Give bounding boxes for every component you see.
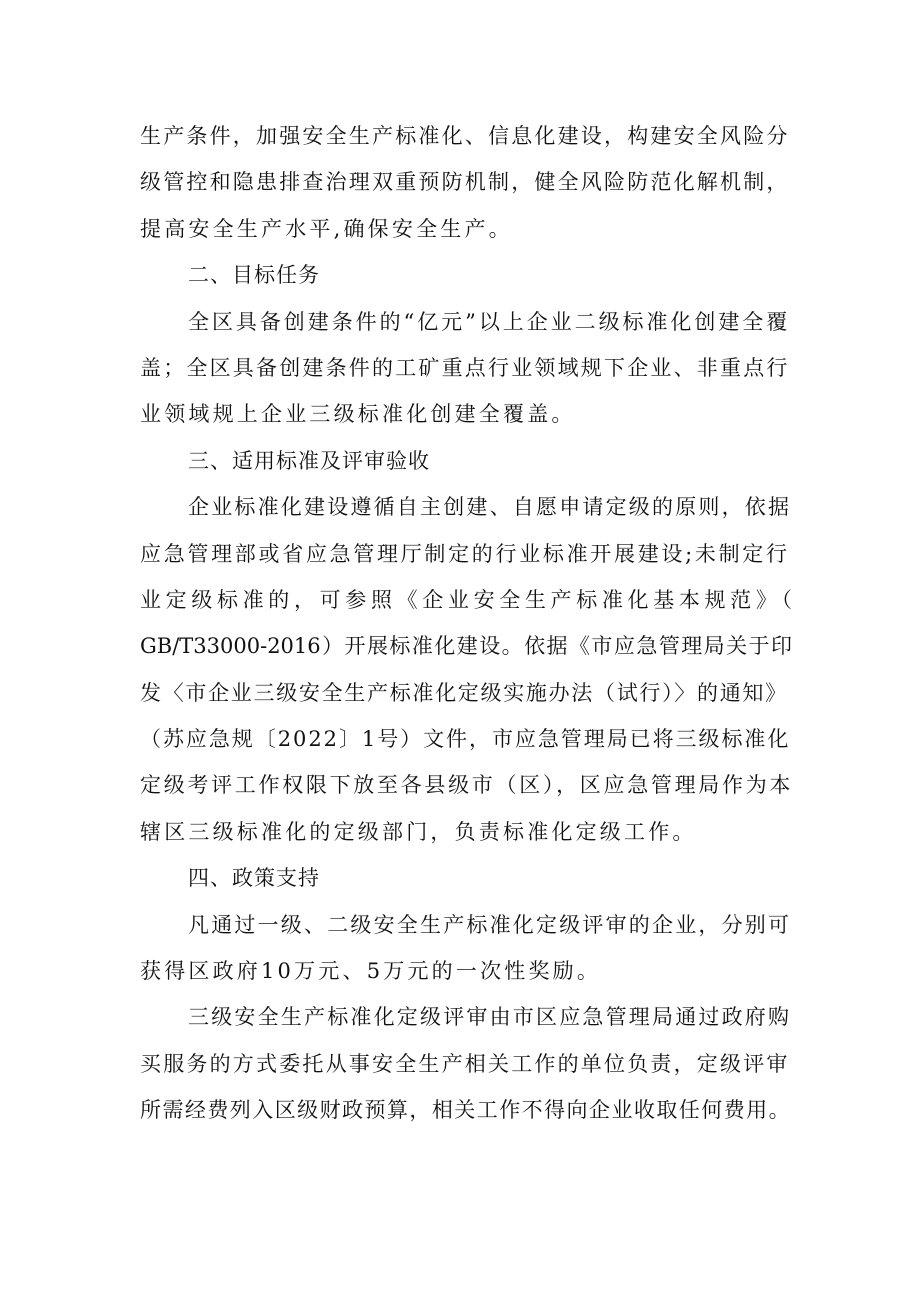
text-line: 提高安全生产水平,确保安全生产。: [140, 216, 513, 241]
text-line: 发〈市企业三级安全生产标准化定级实施办法（试行）〉的通知》: [140, 680, 788, 705]
text-line: 获得区政府10万元、5万元的一次性奖励。: [140, 959, 602, 984]
document-page: [140, 113, 792, 1134]
text-line: 业领域规上企业三级标准化创建全覆盖。: [140, 402, 576, 427]
text-line: 级管控和隐患排查治理双重预防机制，健全风险防范化解机制，: [140, 170, 790, 195]
text-line: 业定级标准的，可参照《企业安全生产标准化基本规范》（: [140, 587, 792, 612]
text-line: 企业标准化建设遵循自主创建、自愿申请定级的原则，依据: [188, 495, 792, 520]
section-heading: 三、适用标准及评审验收: [188, 448, 430, 473]
text-line: 辖区三级标准化的定级部门，负责标准化定级工作。: [140, 819, 697, 844]
text-line: 盖；全区具备创建条件的工矿重点行业领域规下企业、非重点行: [140, 355, 790, 380]
text-line: 凡通过一级、二级安全生产标准化定级评审的企业，分别可: [188, 912, 792, 937]
text-line: 应急管理部或省应急管理厅制定的行业标准开展建设;未制定行: [140, 541, 790, 566]
section-heading: 四、政策支持: [188, 866, 320, 891]
text-line: 三级安全生产标准化定级评审由市区应急管理局通过政府购: [188, 1005, 792, 1030]
text-line: 买服务的方式委托从事安全生产相关工作的单位负责，定级评审: [140, 1051, 790, 1076]
text-line: （苏应急规〔2022〕1号）文件，市应急管理局已将三级标准化: [140, 727, 791, 752]
text-line: GB/T33000-2016）开展标准化建设。依据《市应急管理局关于印: [140, 634, 792, 659]
text-line: 全区具备创建条件的“亿元”以上企业二级标准化创建全覆: [188, 309, 791, 334]
section-heading: 二、目标任务: [188, 263, 320, 288]
text-line: 生产条件，加强安全生产标准化、信息化建设，构建安全风险分: [140, 124, 790, 148]
text-line: 定级考评工作权限下放至各县级市（区），区应急管理局作为本: [140, 773, 794, 798]
text-line: 所需经费列入区级财政预算，相关工作不得向企业收取任何费用。: [140, 1098, 792, 1123]
